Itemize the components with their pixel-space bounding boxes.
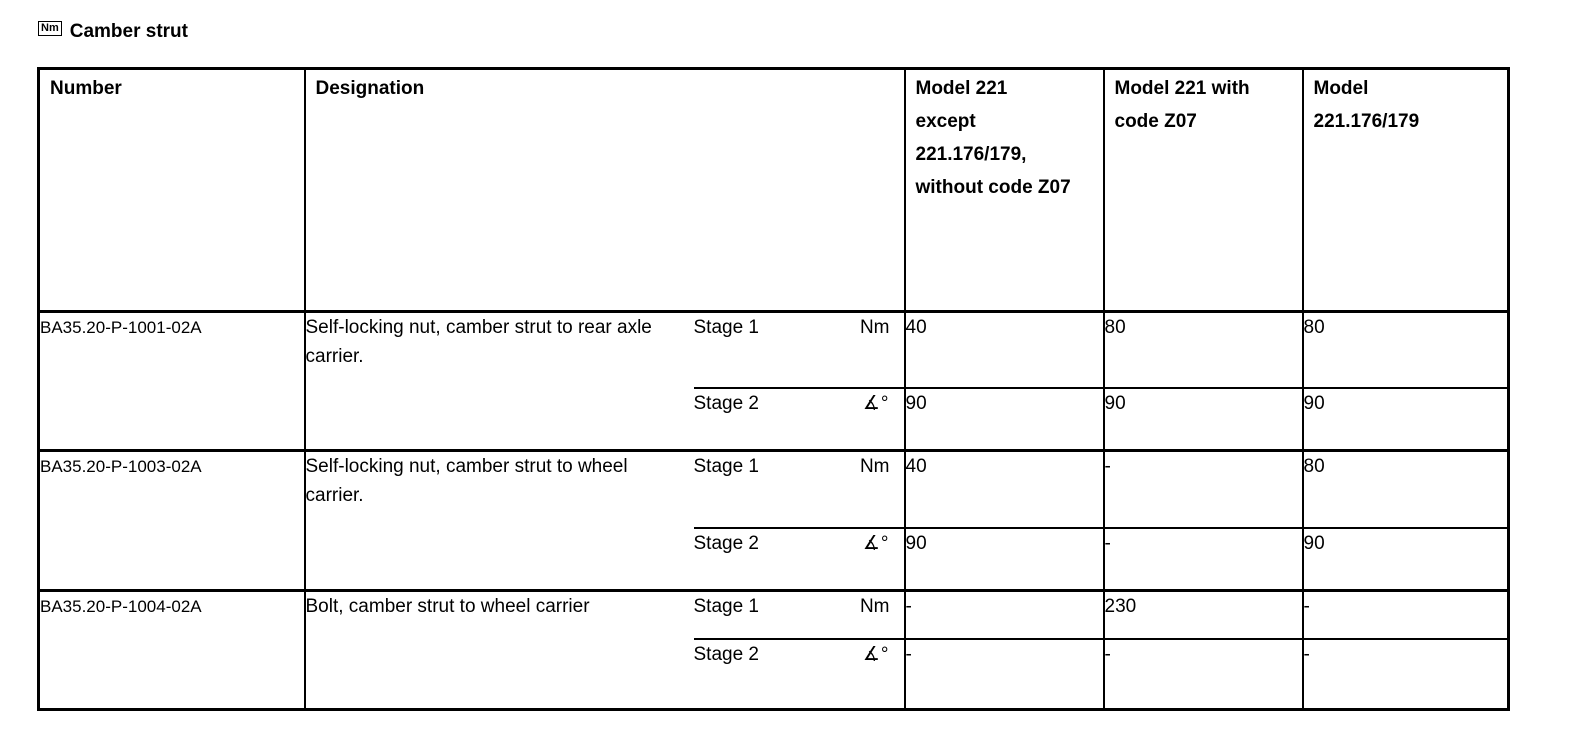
value-model-a: - xyxy=(905,590,1104,639)
value-model-a: - xyxy=(905,639,1104,709)
angle-icon: ∡° xyxy=(838,528,905,590)
value-model-b: - xyxy=(1104,639,1303,709)
value-model-b: 90 xyxy=(1104,388,1303,450)
part-designation: Bolt, camber strut to wheel carrier xyxy=(305,590,694,709)
value-model-b: 230 xyxy=(1104,590,1303,639)
table-row xyxy=(39,590,1509,639)
header-model-a: Model 221 except 221.176/179, without code Z07 xyxy=(905,69,1104,312)
stage-label: Stage 2 xyxy=(694,528,838,590)
stage-label: Stage 2 xyxy=(694,639,838,709)
table-header-row xyxy=(39,69,1509,312)
stage-label: Stage 1 xyxy=(694,451,838,528)
part-number: BA35.20-P-1003-02A xyxy=(39,451,305,590)
unit-nm: Nm xyxy=(838,451,905,528)
header-designation: Designation xyxy=(305,69,905,312)
part-number: BA35.20-P-1004-02A xyxy=(39,590,305,709)
value-model-c: - xyxy=(1303,639,1509,709)
value-model-b: - xyxy=(1104,451,1303,528)
torque-nm-icon: Nm xyxy=(38,21,62,36)
value-model-a: 90 xyxy=(905,528,1104,590)
header-number: Number xyxy=(39,69,305,312)
value-model-a: 40 xyxy=(905,311,1104,388)
torque-table xyxy=(37,67,1510,711)
value-model-a: 40 xyxy=(905,451,1104,528)
header-model-b: Model 221 with code Z07 xyxy=(1104,69,1303,312)
page-title: Camber strut xyxy=(69,21,188,42)
stage-label: Stage 2 xyxy=(694,388,838,450)
part-designation: Self-locking nut, camber strut to wheel carrier. xyxy=(305,451,694,590)
angle-icon: ∡° xyxy=(838,388,905,450)
value-model-c: - xyxy=(1303,590,1509,639)
value-model-a: 90 xyxy=(905,388,1104,450)
value-model-c: 80 xyxy=(1303,311,1509,388)
value-model-c: 90 xyxy=(1303,528,1509,590)
unit-nm: Nm xyxy=(838,590,905,639)
table-row xyxy=(39,451,1509,528)
value-model-b: 80 xyxy=(1104,311,1303,388)
angle-icon: ∡° xyxy=(838,639,905,709)
value-model-b: - xyxy=(1104,528,1303,590)
header-model-c: Model 221.176/179 xyxy=(1313,78,1420,132)
unit-nm: Nm xyxy=(838,311,905,388)
part-designation: Self-locking nut, camber strut to rear axle carrier. xyxy=(305,311,694,450)
section-heading xyxy=(38,17,188,47)
value-model-c: 90 xyxy=(1303,388,1509,450)
table-row xyxy=(39,311,1509,388)
stage-label: Stage 1 xyxy=(694,311,838,388)
part-number: BA35.20-P-1001-02A xyxy=(39,311,305,450)
value-model-c: 80 xyxy=(1303,451,1509,528)
stage-label: Stage 1 xyxy=(694,590,838,639)
